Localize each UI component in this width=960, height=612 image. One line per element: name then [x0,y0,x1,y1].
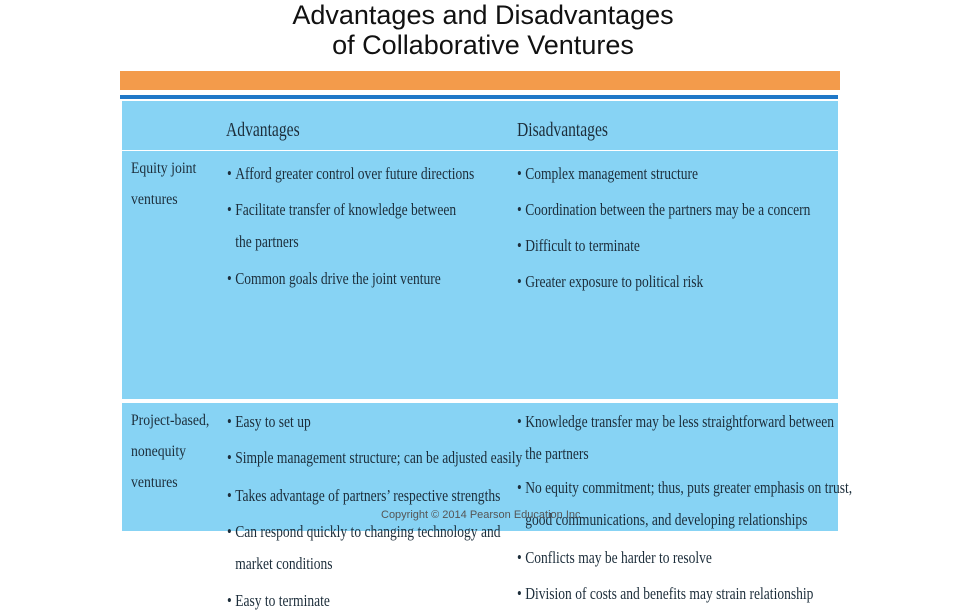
slide-title-line-1: Advantages and Disadvantages [292,0,674,30]
bullet-icon: • [517,236,522,255]
bullet-icon: • [227,164,232,183]
disadvantages-header: Disadvantages [517,119,608,141]
list-item-text: No equity commitment; thus, puts greater emphasis on trust, [525,478,853,497]
list-item-text: Difficult to terminate [525,236,640,255]
list-item-text: Easy to terminate [235,591,330,610]
list-item [227,270,474,306]
list-item [227,592,522,612]
list-item-text: Facilitate transfer of knowledge between [235,200,457,219]
list-item [517,585,852,605]
disadvantages-list [517,165,875,309]
row-label [131,153,196,215]
copyright-notice: Copyright © 2014 Pearson Education Inc [381,509,581,521]
comparison-table [120,93,853,610]
list-item-text: Afford greater control over future directions [235,164,475,183]
table-row-equity-joint-ventures [122,151,838,399]
list-item-text: Greater exposure to political risk [525,272,704,291]
list-item-text: Simple management structure; can be adjusted easily [235,448,523,467]
list-item [517,237,810,273]
list-item-text: good communications, and developing relationships [525,510,808,529]
list-item-text: Takes advantage of partners’ respective strengths [235,486,501,505]
list-item-text: the partners [235,232,299,251]
list-item-text: Division of costs and benefits may strain relationship [525,584,814,603]
bullet-icon: • [517,478,522,497]
bullet-icon: • [227,448,232,467]
list-item-text: Coordination between the partners may be a concern [525,200,811,219]
row-label-line: ventures [131,474,178,491]
list-item [517,165,810,201]
row-label-line: Project-based, [131,412,210,429]
bullet-icon: • [227,200,232,219]
row-label-line: Equity joint [131,160,197,177]
list-item [227,165,474,201]
bullet-icon: • [517,548,522,567]
bullet-icon: • [227,412,232,431]
bullet-icon: • [517,272,522,291]
list-item-text: Common goals drive the joint venture [235,269,441,288]
slide-title-line-2: of Collaborative Ventures [332,30,634,60]
list-item [227,201,474,270]
list-item-text: market conditions [235,554,333,573]
bullet-icon: • [517,412,522,431]
advantages-header: Advantages [226,119,300,141]
slide-title [0,0,960,60]
bullet-icon: • [517,164,522,183]
row-label-line: ventures [131,191,178,208]
bullet-icon: • [227,486,232,505]
list-item-text: Can respond quickly to changing technology and [235,522,501,541]
advantages-list [227,165,529,306]
bullet-icon: • [227,269,232,288]
table-header-row [122,101,838,150]
row-label [131,405,209,498]
list-item [227,523,522,592]
list-item [517,201,810,237]
list-item-text: the partners [525,444,589,463]
accent-bar [120,71,840,90]
list-item-text: Knowledge transfer may be less straightforward between [525,412,835,431]
list-item [517,273,810,309]
bullet-icon: • [227,591,232,610]
table-top-rule [120,95,838,99]
list-item [227,413,522,449]
list-item [517,413,852,479]
bullet-icon: • [227,522,232,541]
list-item [227,449,522,487]
list-item-text: Complex management structure [525,164,699,183]
list-item-text: Conflicts may be harder to resolve [525,548,712,567]
list-item-text: Easy to set up [235,412,311,431]
row-label-line: nonequity [131,443,187,460]
list-item [517,549,852,585]
bullet-icon: • [517,200,522,219]
bullet-icon: • [517,584,522,603]
